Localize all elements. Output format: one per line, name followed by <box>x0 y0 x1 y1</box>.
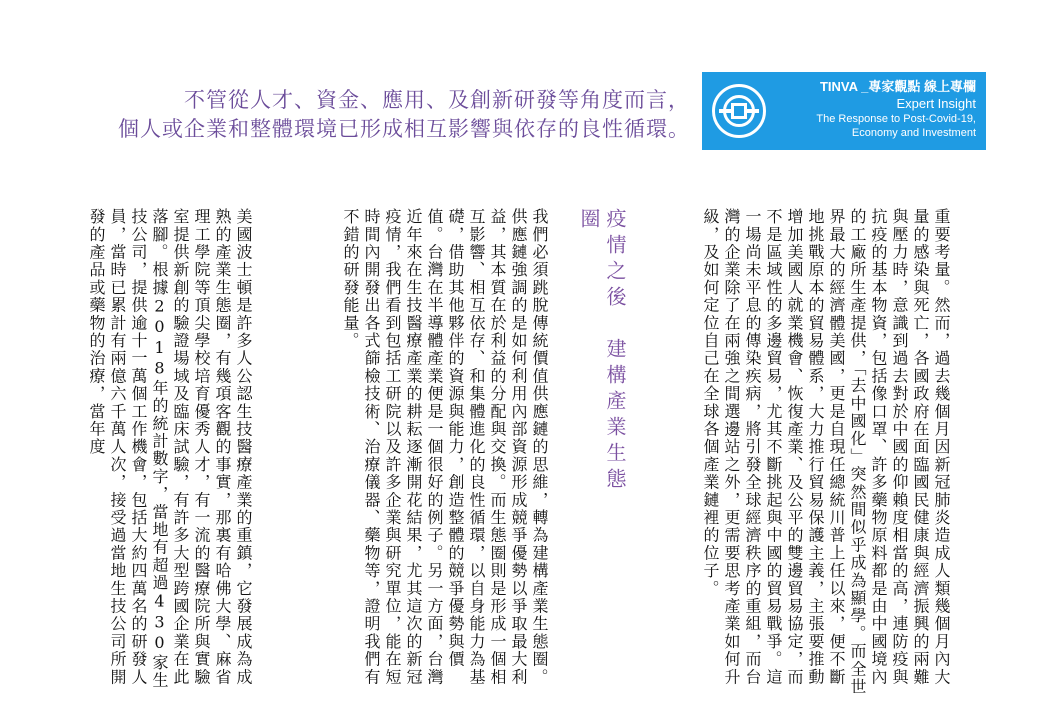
column-badge <box>702 72 986 150</box>
tinva-logo-icon <box>712 84 766 138</box>
badge-subtitle: Expert Insight <box>896 96 976 111</box>
badge-tagline1: The Response to Post-Covid-19, <box>816 113 976 125</box>
article-column-right: 重要考量。然而，過去幾個月因新冠肺炎造成人類幾個月內大量的感染與死亡，各國政府在面臨國民健康與經濟振興的兩難與壓力時，意識到過去對於中國的仰賴度相當的高，連防疫與抗疫的基本物資，包括像口罩、許多藥物原料都是由中國境內的工廠所生產提供，「去中國化」突然間似乎成為顯學。而全世界最大的經濟體美國，更是自現任總統川普上任以來，便不斷地挑戰原本的貿易體系，大力推行貿易保護主義，主張要推動增加美國人就業機會、恢復產業、及公平的雙邊貿易協定，而不是區域性的多邊貿易，尤其不斷挑起與中國的貿易戰爭。這一場尚未平息的傳染疾病，將引發全球經濟秩序的重組，而台灣的企業除了在兩強之間選邊站之外，更需要思考產業如何升級，及如何定位自己在全球各個產業鏈裡的位子。 <box>701 208 951 696</box>
header-quote <box>40 86 690 144</box>
badge-tagline2: Economy and Investment <box>851 127 976 139</box>
header-quote-line2: 個人或企業和整體環境已形成相互影響與依存的良性循環。 <box>118 117 690 141</box>
header-quote-line1: 不管從人才、資金、應用、及創新研發等角度而言， <box>184 88 690 112</box>
badge-title: TINVA _專家觀點 線上專欄 <box>819 79 976 94</box>
section-heading: 疫情之後 建構產業生態圈 <box>577 208 627 494</box>
badge-text <box>816 78 976 140</box>
article-column-left: 美國波士頓是許多人公認生技醫療產業的重鎮，它發展成為成熟的產業生態圈，有幾項客觀的事實，那裏有哈佛大學、麻省理工學院等頂尖學校培育優秀人才，有一流的醫療院所與實驗室提供新創的驗證場域及臨床試驗，有許多大型跨國企業在此落腳。根據2018年的統計數字，當地有超過430家生技公司，提供逾十一萬個工作機會，包括大約四萬名的研發人員，當時已累計有兩億六千萬人次，接受過當地生技公司所開發的產品或藥物的治療，當年度 <box>87 208 253 690</box>
article-column-middle: 我們必須跳脫傳統價值供應鏈的思維，轉為建構產業生態圈。供應鏈強調的是如何利用內部資源形成競爭優勢以爭取最大利益，其本質在於利益的分配與交換。而生態圈則是形成一個相互影響、相互依存、和集體進化的良性循環，以自身能力為基礎，借助其他夥伴的資源與能力，創造整體的競爭優勢與價值。台灣在半導體產業便是一個很好的例子。另一方面，台灣近年來在生技醫療產業的耕耘逐漸開花結果，尤其這次的新冠疫情，我們看到包括工研院以及許多企業與研究單位，能在短時間內開發出各式篩檢技術、治療儀器、藥物等，證明我們有不錯的研發能量。 <box>341 208 549 686</box>
